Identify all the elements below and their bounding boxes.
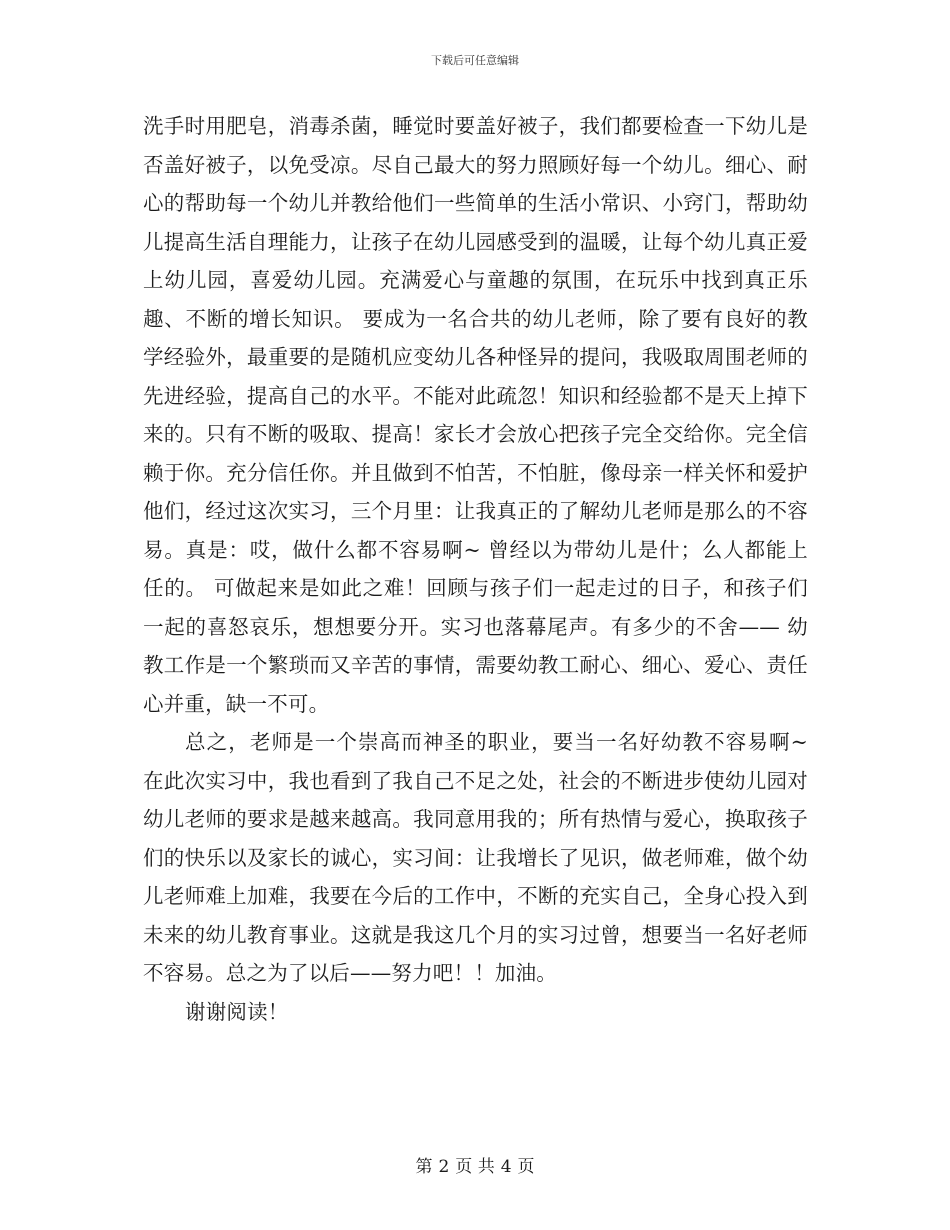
page-header [0, 52, 950, 68]
footer-prefix: 第 [415, 1157, 433, 1177]
page-footer [0, 1152, 950, 1177]
footer-suffix: 页 [517, 1157, 535, 1177]
footer-total-pages: 4 [500, 1157, 512, 1177]
footer-middle: 页 共 [455, 1157, 495, 1177]
paragraph-continued: 洗手时用肥皂，消毒杀菌，睡觉时要盖好被子，我们都要检查一下幼儿是否盖好被子，以免受凉。尽自己最大的努力照顾好每一个幼儿。细心、耐心的帮助每一个幼儿并教给他们一些简单的生活小常识、小窍门，帮助幼儿提高生活自理能力，让孩子在幼儿园感受到的温暖，让每个幼儿真正爱上幼儿园，喜爱幼儿园。充满爱心与童趣的氛围，在玩乐中找到真正乐趣、不断的增长知识。 要成为一名合共的幼儿老师，除了要有良好的教学经验外，最重要的是随机应变幼儿各种怪异的提问，我吸取周围老师的先进经验，提高自己的水平。不能对此疏忽！知识和经验都不是天上掉下来的。只有不断的吸取、提高！家长才会放心把孩子完全交给你。完全信赖于你。充分信任你。并且做到不怕苦，不怕脏，像母亲一样关怀和爱护他们，经过这次实习，三个月里：让我真正的了解幼儿老师是那么的不容易。真是：哎，做什么都不容易啊~ 曾经以为带幼儿是什；么人都能上任的。 可做起来是如此之难！回顾与孩子们一起走过的日子，和孩子们一起的喜怒哀乐，想想要分开。实习也落幕尾声。有多少的不舍—— 幼教工作是一个繁琐而又辛苦的事情，需要幼教工耐心、细心、爱心、责任心并重，缺一不可。 [143, 114, 808, 716]
paragraph-conclusion: 总之，老师是一个崇高而神圣的职业，要当一名好幼教不容易啊~ 在此次实习中，我也看到了我自己不足之处，社会的不断进步使幼儿园对幼儿老师的要求是越来越高。我同意用我的；所有热情与爱心，换取孩子们的快乐以及家长的诚心，实习间：让我增长了见识，做老师难，做个幼儿老师难上加难，我要在今后的工作中，不断的充实自己，全身心投入到未来的幼儿教育事业。这就是我这几个月的实习过曾，想要当一名好老师不容易。总之为了以后——努力吧！！加油。 [143, 730, 808, 985]
document-body [143, 107, 808, 1031]
footer-page-number: 2 [438, 1157, 450, 1177]
paragraph-thanks: 谢谢阅读！ [185, 999, 289, 1024]
header-text: 下载后可任意编辑 [431, 54, 519, 67]
